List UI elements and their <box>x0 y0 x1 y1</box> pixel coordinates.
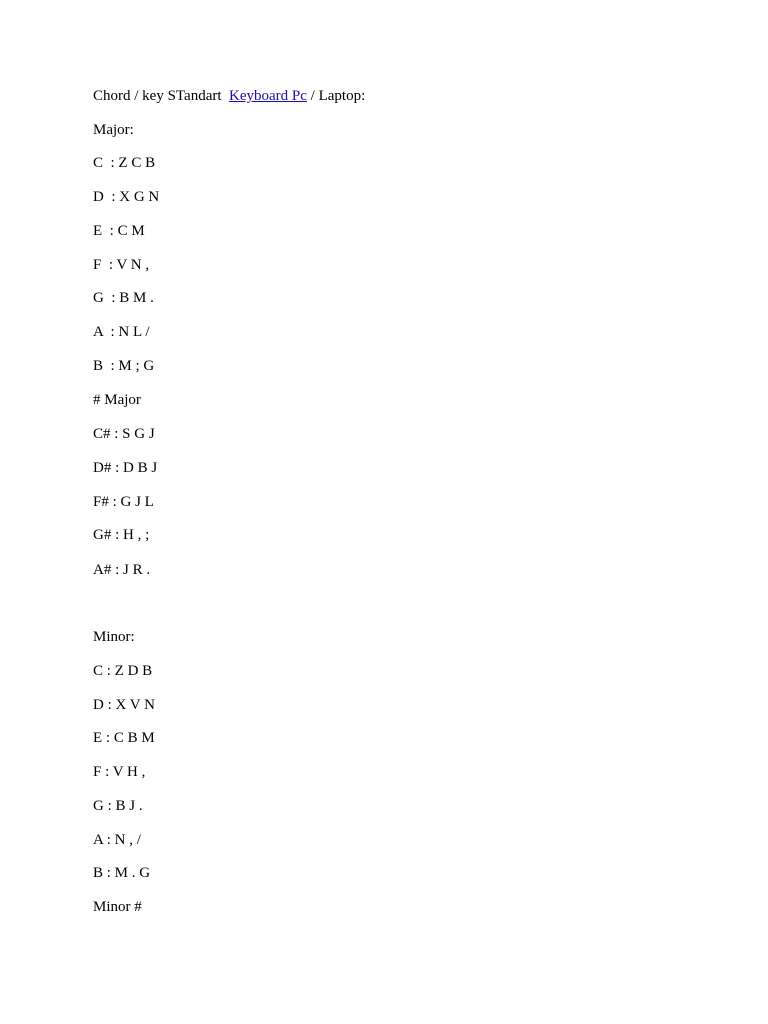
major-title: Major: <box>93 122 134 138</box>
sharp-major-title: # Major <box>93 392 141 408</box>
major-row-c: C : Z C B <box>93 155 156 171</box>
minor-row-b: B : M . G <box>93 865 151 881</box>
major-row-b: B : M ; G <box>93 358 155 374</box>
major-row-d: D : X G N <box>93 189 160 205</box>
minor-row-d: D : X V N <box>93 697 155 713</box>
sharp-major-row-f-sharp: F# : G J L <box>93 494 154 510</box>
sharp-major-row-g-sharp: G# : H , ; <box>93 527 150 543</box>
major-row-f: F : V N , <box>93 257 150 273</box>
minor-title: Minor: <box>93 629 135 645</box>
major-row-e: E : C M <box>93 223 145 239</box>
heading-line <box>93 87 365 105</box>
minor-row-a: A : N , / <box>93 832 141 848</box>
keyboard-pc-link[interactable]: Keyboard Pc <box>229 88 307 104</box>
sharp-major-row-c-sharp: C# : S G J <box>93 426 155 442</box>
sharp-major-row-d-sharp: D# : D B J <box>93 460 158 476</box>
major-row-g: G : B M . <box>93 290 154 306</box>
minor-row-f: F : V H , <box>93 764 146 780</box>
heading-suffix: / Laptop: <box>306 88 366 104</box>
minor-row-e: E : C B M <box>93 730 155 746</box>
major-row-a: A : N L / <box>93 324 150 340</box>
heading-prefix: Chord / key STandart <box>93 88 230 104</box>
minor-row-g: G : B J . <box>93 798 143 814</box>
minor-sharp-title: Minor # <box>93 899 142 915</box>
sharp-major-row-a-sharp: A# : J R . <box>93 562 151 578</box>
minor-row-c: C : Z D B <box>93 663 153 679</box>
